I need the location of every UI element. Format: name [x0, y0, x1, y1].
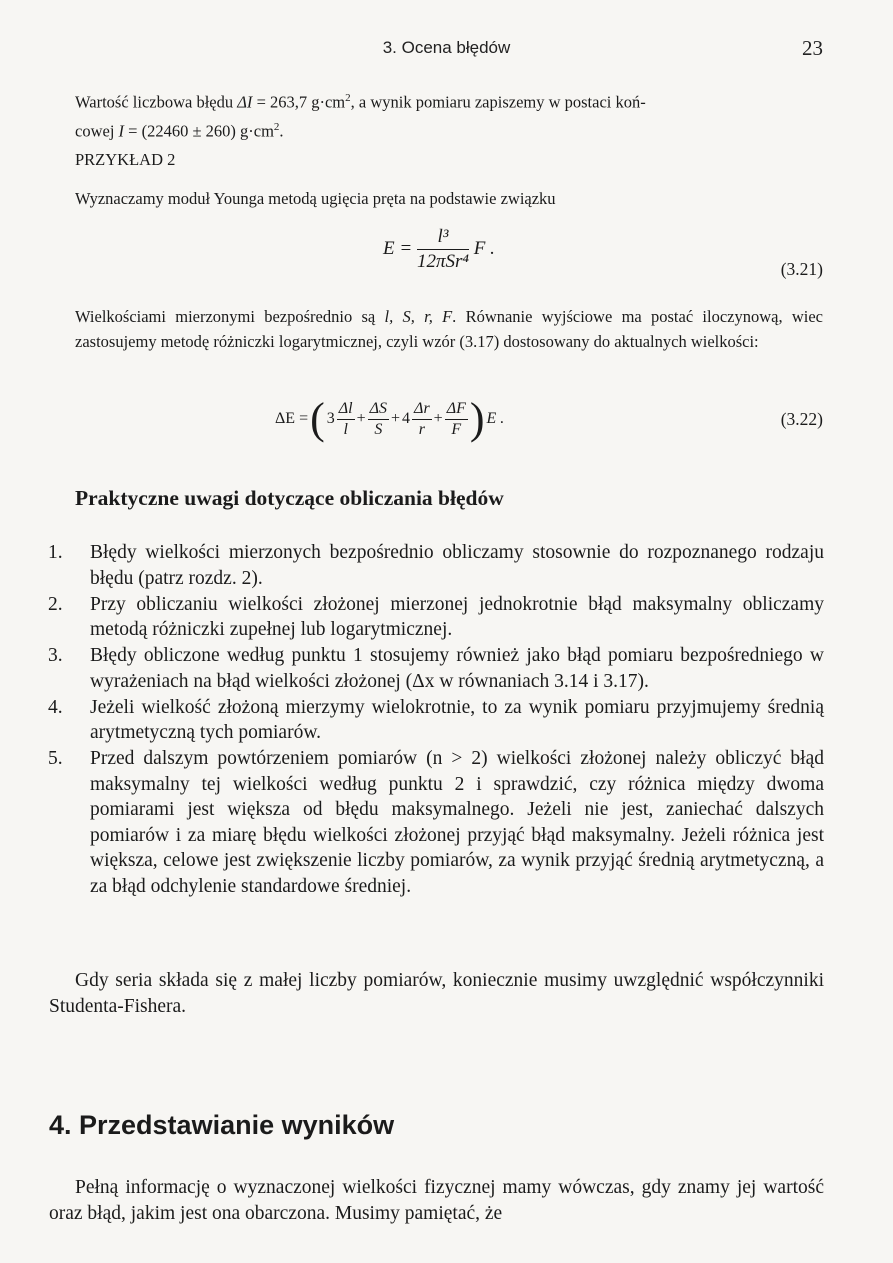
intro-text-line2: cowej: [75, 121, 119, 140]
list-item-number: 5.: [48, 748, 63, 769]
den: S: [374, 420, 383, 438]
list-item: [48, 592, 824, 643]
coef: 4: [402, 410, 411, 427]
list-item-number: 2.: [48, 593, 63, 615]
num: ΔS: [368, 400, 389, 420]
measured-paragraph: [75, 304, 823, 354]
equation-3-22: [275, 394, 505, 443]
list-item: [48, 540, 824, 591]
example-lead: Wyznaczamy moduł Younga metodą ugięcia pręta na podstawie związku: [75, 189, 556, 208]
list-item-text: Jeżeli wielkość złożoną mierzymy wielokrotnie, to za wynik pomiaru przyjmujemy średnią arytmetyczną tych pomiarów.: [90, 696, 824, 743]
plus: +: [356, 410, 366, 427]
equation-number: (3.21): [780, 259, 823, 279]
num: Δl: [337, 400, 355, 420]
intro-text-cont: , a wynik pomiaru zapiszemy w postaci koń-: [350, 92, 646, 112]
den: l: [343, 420, 348, 438]
eq-lhs: E =: [383, 237, 413, 259]
measured-text: Wielkościami mierzonymi bezpośrednio są: [75, 307, 385, 326]
num: Δr: [412, 400, 432, 420]
measured-text-cont: . Równanie wyjściowe ma postać iloczynową, wiec zastosujemy metodę różniczki logarytmicznej, czyli wzór (3.17) dostosowany do aktualnych wielkości:: [75, 307, 823, 351]
eq-lhs: ΔE =: [275, 410, 309, 427]
list-item: [48, 695, 824, 746]
notes-list: [48, 540, 824, 900]
right-paren: ): [469, 394, 485, 443]
i-symbol: I: [118, 121, 125, 140]
plus: +: [391, 410, 401, 427]
list-item-text: Błędy wielkości mierzonych bezpośrednio obliczamy stosownie do rozpoznanego rodzaju błędu (patrz rozdz. 2).: [90, 542, 824, 589]
left-paren: (: [310, 394, 325, 443]
equation-3-21: [383, 226, 495, 273]
num: ΔF: [445, 400, 468, 420]
superscript: 2: [273, 120, 280, 133]
list-item-number: 4.: [48, 696, 63, 718]
intro-text: Wartość liczbowa błędu: [75, 92, 238, 112]
list-item: [48, 746, 824, 899]
plus: +: [433, 410, 443, 427]
coef: 3: [326, 410, 335, 427]
intro-period: .: [279, 121, 284, 140]
eq-fraction: [412, 400, 432, 439]
eq-fraction: [368, 400, 389, 439]
running-chapter-title: 3. Ocena błędów: [382, 38, 511, 57]
chapter-heading: 4. Przedstawianie wyników: [49, 1110, 395, 1140]
closing-paragraph: Gdy seria składa się z małej liczby pomiarów, koniecznie musimy uwzględnić współczynniki Studenta-Fishera.: [49, 970, 824, 1017]
list-item-text: Przy obliczaniu wielkości złożonej mierzonej jednokrotnie błąd maksymalny obliczamy metodą różniczki zupełnej lub logarytmicznej.: [90, 593, 824, 640]
section-heading: Praktyczne uwagi dotyczące obliczania błędów: [75, 486, 504, 510]
intro-result: = (22460 ± 260) g·cm: [124, 121, 274, 140]
measured-vars: l, S, r, F: [384, 307, 453, 326]
list-item-text: Przed dalszym powtórzeniem pomiarów (n > 2) wielkości złożonej należy obliczyć błąd maksymalny tej wielkości według punktu 2 i sprawdzić, czy różnica między dwoma pomiarami jest większa od błędu maksymalnego. Jeżeli nie jest, zaniechać dalszych pomiarów i za miarę błędu wielkości złożonej przyjąć błąd maksymalny. Jeżeli różnica jest większa, celowe jest zwiększenie liczby pomiarów, za wynik przyjąć średnią arytmetyczną, a za błąd odchylenie standardowe średniej.: [90, 748, 824, 897]
eq-denominator: 12πSr⁴: [416, 251, 469, 272]
page-header: [0, 36, 893, 64]
den: r: [418, 420, 425, 438]
chapter-paragraph: Pełną informację o wyznaczonej wielkości fizycznej mamy wówczas, gdy znamy jej wartość oraz błąd, jakim jest ona obarczona. Musimy pamiętać, że: [49, 1177, 824, 1224]
list-item-number: 3.: [48, 645, 63, 666]
den: F: [451, 420, 462, 438]
example-label: PRZYKŁAD 2: [75, 150, 176, 169]
intro-value: = 263,7 g·cm: [252, 92, 346, 112]
eq-rhs: F .: [473, 237, 495, 259]
page-number: 23: [802, 36, 823, 60]
equation-number: (3.22): [780, 409, 823, 429]
eq-rhs: E .: [486, 410, 505, 427]
superscript: 2: [345, 92, 351, 104]
delta-i-symbol: ΔI: [237, 92, 253, 112]
list-item: [48, 643, 824, 694]
eq-fraction: [337, 400, 355, 439]
list-item-number: 1.: [48, 542, 63, 563]
intro-paragraph: [75, 86, 823, 143]
list-item-text: Błędy obliczone według punktu 1 stosujemy również jako błąd pomiaru bezpośredniego w wyrażeniach na błąd wielkości złożonej (Δx w równaniach 3.14 i 3.17).: [90, 645, 824, 692]
eq-fraction: [417, 226, 469, 273]
eq-numerator: l³: [417, 226, 469, 250]
eq-fraction: [445, 400, 468, 439]
